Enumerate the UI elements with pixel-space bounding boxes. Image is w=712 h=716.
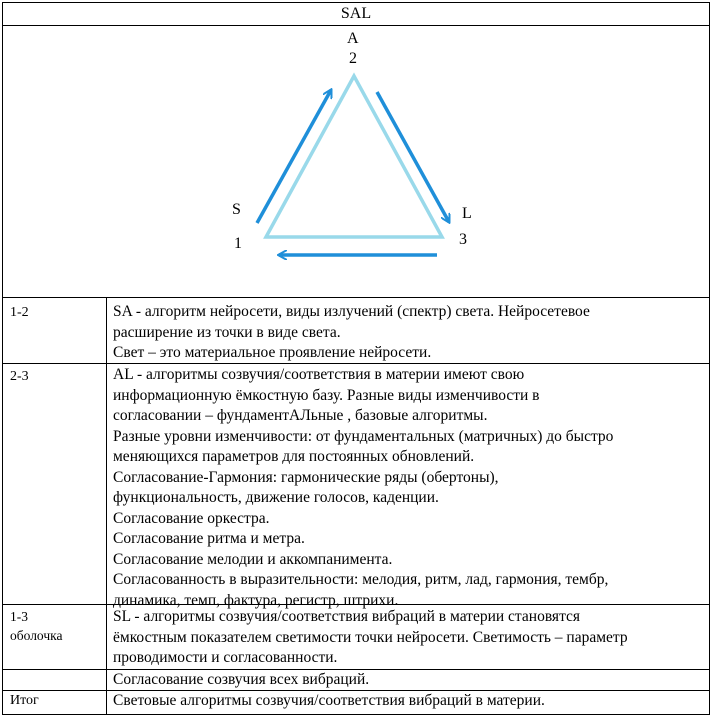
table-title: SAL (340, 5, 372, 22)
text-line: функциональность, движение голосов, каденции. (113, 489, 439, 506)
text-line: AL - алгоритмы созвучия/соответствия в материи имеют свою (113, 366, 525, 383)
row-divider (2, 297, 710, 298)
vertex-a-label: A (347, 30, 359, 47)
text-line: SL - алгоритмы созвучия/соответствия вибраций в материи становятся (113, 608, 581, 625)
text-line: Согласование-Гармония: гармонические ряды (обертоны), (113, 468, 499, 486)
row-label-line: оболочка (10, 628, 63, 643)
arrow-s-to-a (257, 90, 331, 223)
text-line: согласовании – фундаментАЛьные , базовые алгоритмы. (113, 407, 488, 424)
row-label-1-3 (10, 607, 62, 645)
text-line: проводимости и согласованности. (113, 649, 338, 666)
row-label-2-3 (10, 367, 29, 387)
row-label-line: 2-3 (10, 369, 29, 384)
row-text-1-3 (113, 607, 705, 669)
row-text-harmony (113, 670, 705, 691)
row-text-2-3 (113, 365, 705, 611)
row-label-line: 1-2 (10, 305, 29, 320)
column-divider (106, 297, 107, 715)
row-label-summary (10, 691, 39, 711)
text-line: Согласование оркестра. (113, 509, 270, 527)
text-line: меняющихся параметров для постоянных обновлений. (113, 448, 475, 465)
text-line: Свет – это материальное проявление нейросети. (113, 344, 432, 361)
vertex-3-label: 3 (459, 231, 467, 248)
text-line: информационную ёмкостную базу. Разные виды изменчивости в (113, 386, 540, 404)
row-label-line: 1-3 (10, 609, 28, 624)
text-line: ёмкостным показателем светимости точки нейросети. Светимость – параметр (113, 628, 628, 646)
sal-triangle-diagram (3, 26, 709, 296)
text-line: Световые алгоритмы созвучия/соответствия вибраций в материи. (113, 692, 545, 709)
text-line: Согласование мелодии и аккомпанимента. (113, 550, 393, 568)
text-line: Разные уровни изменчивости: от фундаментальных (матричных) до быстро (113, 427, 614, 445)
vertex-2-label: 2 (349, 50, 357, 67)
text-line: Согласованность в выразительности: мелодия, ритм, лад, гармония, тембр, (113, 571, 609, 588)
text-line: SA - алгоритм нейросети, виды излучений (спектр) света. Нейросетевое (113, 303, 590, 320)
text-line: расширение из точки в виде света. (113, 323, 341, 341)
row-text-summary (113, 691, 705, 712)
row-label-1-2 (10, 303, 29, 323)
row-text-1-2 (113, 302, 705, 364)
vertex-1-label: 1 (234, 235, 242, 252)
arrow-a-to-l (377, 92, 449, 222)
row-label-line: Итог (10, 693, 39, 708)
vertex-s-label: S (232, 201, 241, 218)
vertex-l-label: L (462, 205, 472, 222)
text-line: динамика, темп, фактура, регистр, штрихи. (113, 591, 399, 609)
text-line: Согласование ритма и метра. (113, 530, 305, 547)
text-line: Согласование созвучия всех вибраций. (113, 671, 370, 688)
